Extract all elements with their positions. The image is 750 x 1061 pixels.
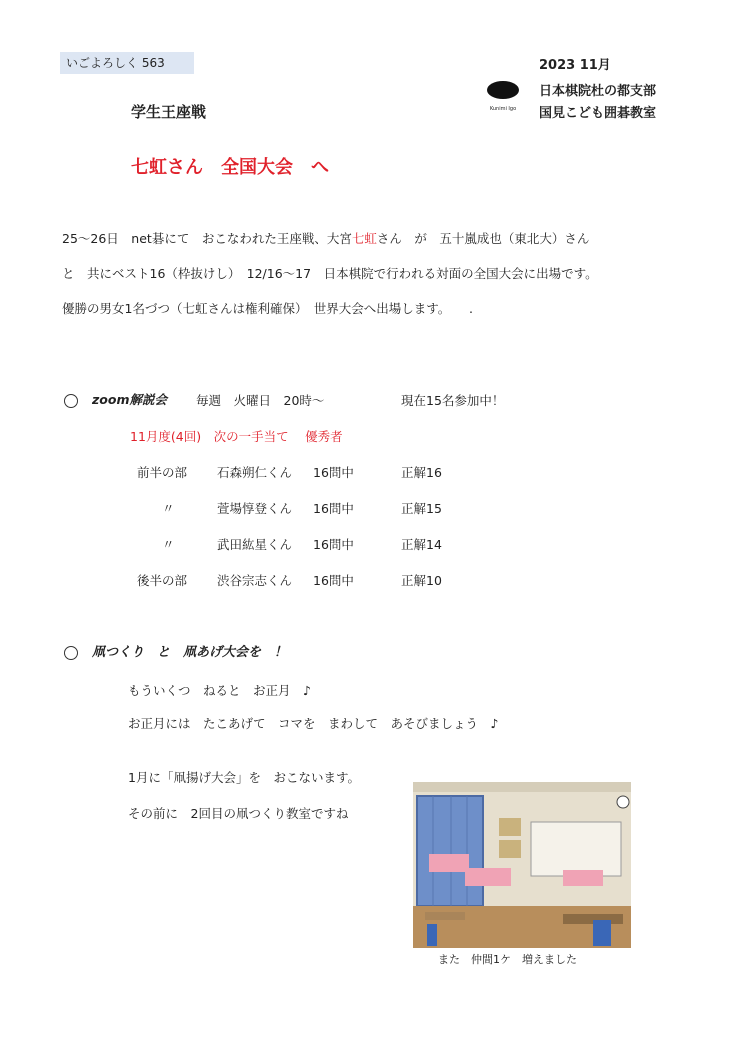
photo-caption: また 仲間1ケ 増えました (438, 953, 577, 966)
org-name-line2: 国見こども囲碁教室 (539, 106, 657, 121)
kite-line-3: 1月に「凧揚げ大会」を おこないます。 (128, 770, 360, 785)
intro-text-b: さん が 五十嵐成也（東北大）さん (376, 231, 590, 246)
result-part: 後半の部 (137, 573, 188, 588)
result-part: 〃 (162, 501, 175, 516)
intro-line-1 (62, 229, 589, 247)
result-score: 正解15 (401, 501, 442, 516)
result-part: 前半の部 (137, 465, 188, 480)
result-name: 萱場惇登くん (217, 501, 293, 516)
result-score: 正解10 (401, 573, 442, 588)
intro-line-2: と 共にベスト16（枠抜けし） 12/16～17 日本棋院で行われる対面の全国大会に出場です。 (62, 266, 598, 281)
zoom-participants: 現在15名参加中！ (401, 393, 505, 408)
go-stone-icon (485, 80, 521, 108)
result-name: 渋谷宗志くん (217, 573, 293, 588)
kite-section-heading (64, 641, 287, 660)
kite-heading: 凧つくり と 凧あげ大会を ！ (92, 645, 288, 660)
intro-highlight-name: 七虹 (351, 231, 377, 246)
zoom-schedule: 毎週 火曜日 20時～ (196, 393, 325, 408)
main-title: 七虹さん 全国大会 へ (131, 157, 329, 178)
result-questions: 16問中 (313, 537, 354, 552)
intro-line-3: 優勝の男女1名づつ（七虹さんは権利確保） 世界大会へ出場します。 . (62, 301, 473, 316)
circle-bullet-icon (64, 646, 78, 660)
newsletter-tag: いごよろしく 563 (60, 52, 194, 74)
subtitle: 学生王座戦 (131, 103, 207, 121)
result-score: 正解16 (401, 465, 442, 480)
result-questions: 16問中 (313, 573, 354, 588)
kite-line-4: その前に 2回目の凧つくり教室ですね (128, 806, 349, 821)
result-questions: 16問中 (313, 465, 354, 480)
result-part: 〃 (162, 537, 175, 552)
result-name: 武田紘星くん (217, 537, 293, 552)
intro-text-a: 25～26日 net碁にて おこなわれた王座戦、大宮 (62, 231, 352, 246)
zoom-section-heading (64, 390, 167, 408)
logo-text: Kunimi Igo (489, 106, 517, 112)
zoom-heading: zoom解説会 (92, 392, 167, 407)
result-questions: 16問中 (313, 501, 354, 516)
issue-date: 2023 11月 (539, 58, 611, 73)
zoom-subheading: 11月度(4回) 次の一手当て 優秀者 (130, 429, 343, 444)
classroom-photo (413, 782, 631, 948)
club-logo (485, 80, 521, 112)
kite-line-1: もういくつ ねると お正月 ♪ (128, 683, 311, 698)
result-name: 石森朔仁くん (217, 465, 293, 480)
org-name-line1: 日本棋院杜の都支部 (539, 84, 657, 99)
kite-line-2: お正月には たこあげて コマを まわして あそびましょう ♪ (128, 716, 499, 731)
result-score: 正解14 (401, 537, 442, 552)
circle-bullet-icon (64, 394, 78, 408)
